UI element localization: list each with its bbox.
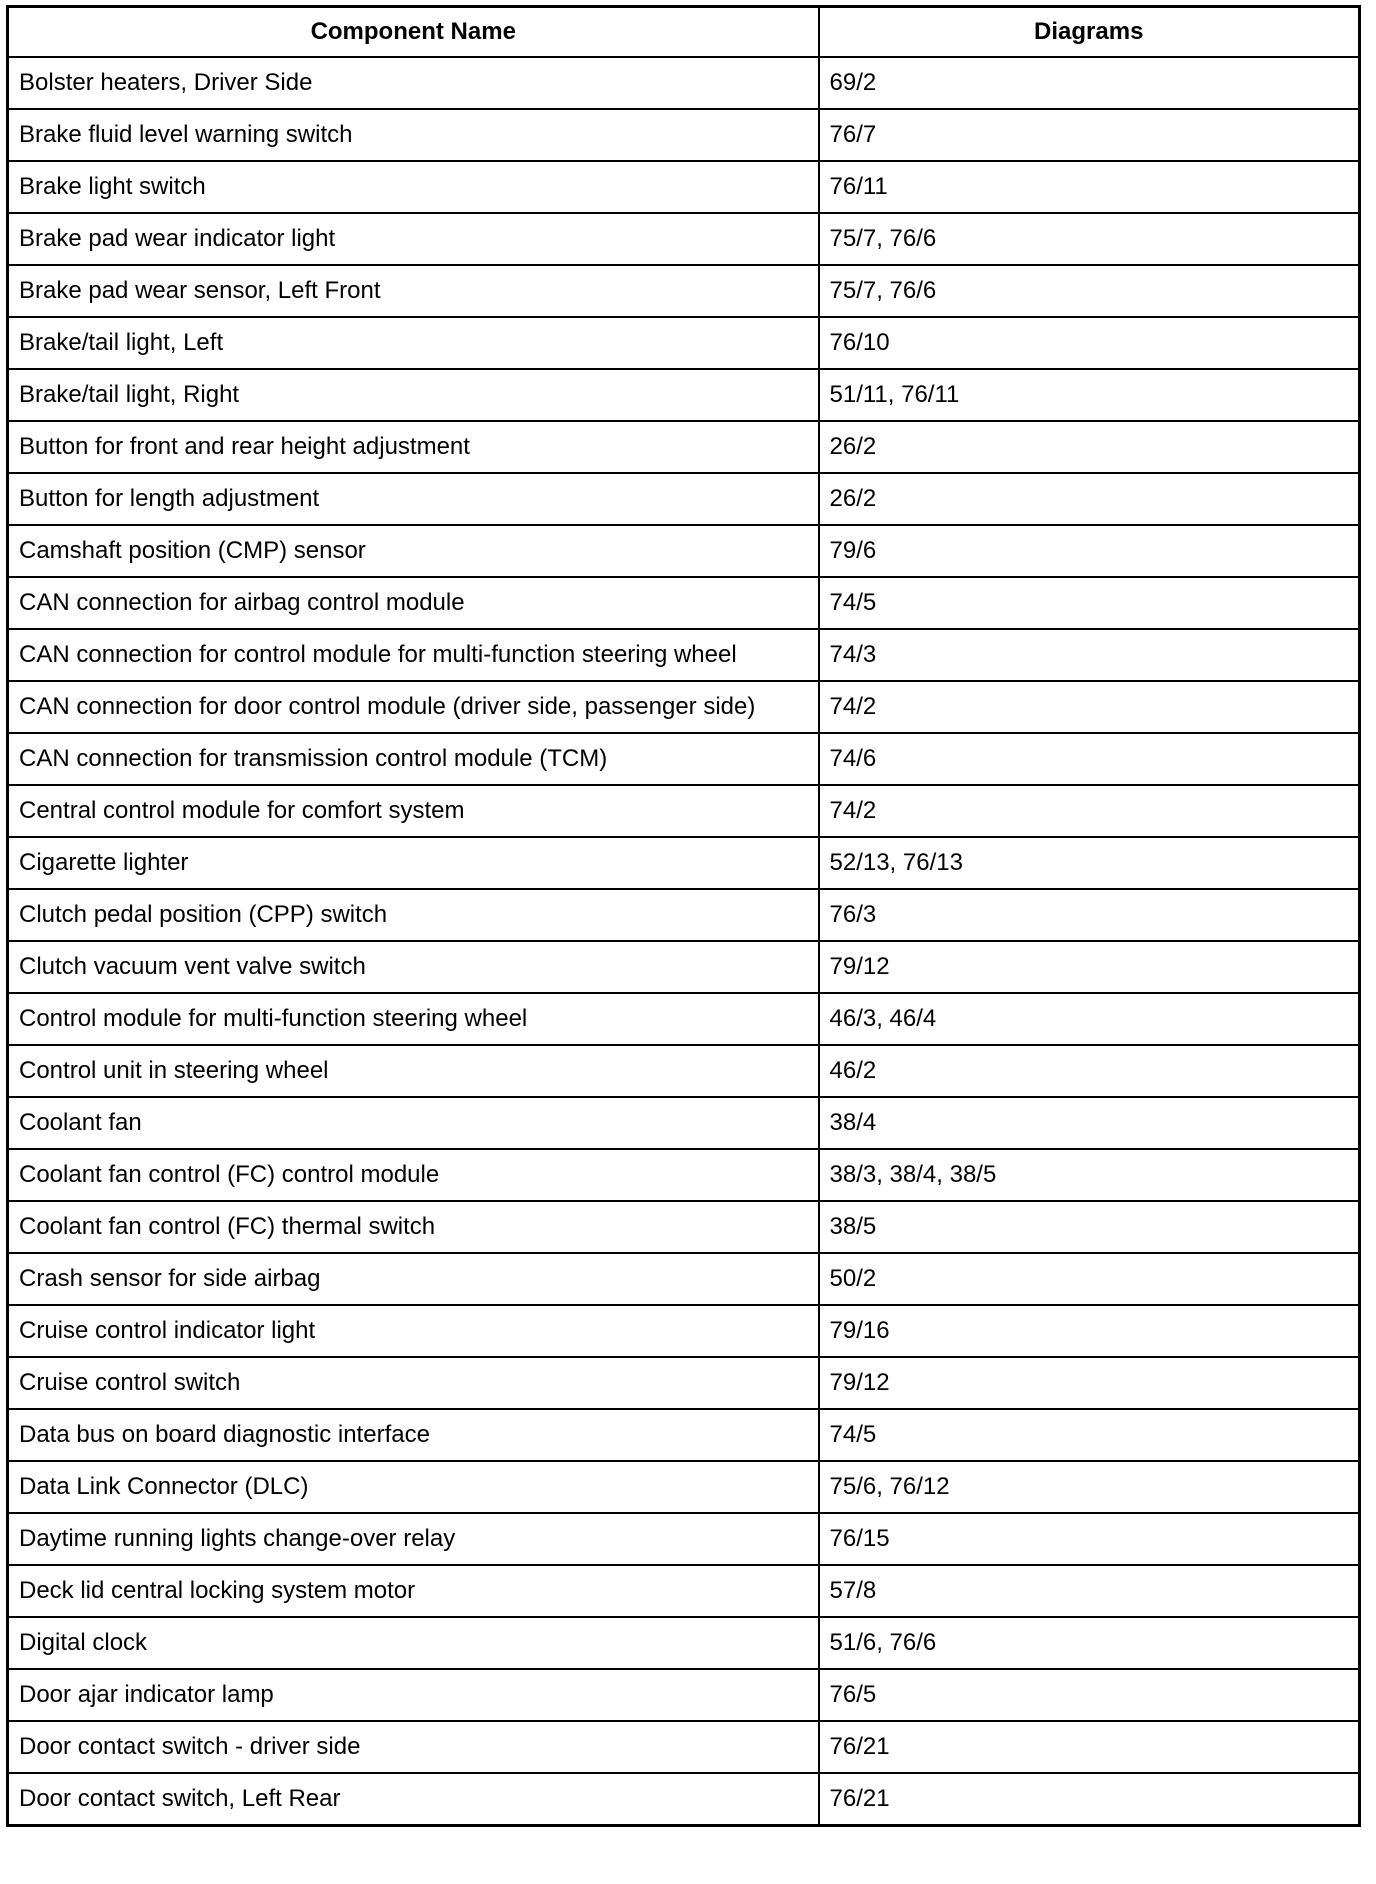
component-name-cell: Control module for multi-function steering wheel bbox=[8, 993, 819, 1045]
component-name-cell: Brake pad wear indicator light bbox=[8, 213, 819, 265]
diagrams-cell: 51/6, 76/6 bbox=[819, 1617, 1360, 1669]
component-name-cell: Brake fluid level warning switch bbox=[8, 109, 819, 161]
table-row bbox=[8, 161, 1360, 213]
component-name-cell: Data Link Connector (DLC) bbox=[8, 1461, 819, 1513]
diagrams-cell: 75/7, 76/6 bbox=[819, 265, 1360, 317]
component-name-cell: Deck lid central locking system motor bbox=[8, 1565, 819, 1617]
table-row bbox=[8, 1201, 1360, 1253]
diagrams-cell: 69/2 bbox=[819, 57, 1360, 109]
diagrams-cell: 57/8 bbox=[819, 1565, 1360, 1617]
diagrams-cell: 74/3 bbox=[819, 629, 1360, 681]
diagrams-cell: 74/2 bbox=[819, 681, 1360, 733]
component-name-cell: Bolster heaters, Driver Side bbox=[8, 57, 819, 109]
component-name-cell: Daytime running lights change-over relay bbox=[8, 1513, 819, 1565]
component-name-cell: Data bus on board diagnostic interface bbox=[8, 1409, 819, 1461]
table-row bbox=[8, 577, 1360, 629]
table-row bbox=[8, 941, 1360, 993]
component-name-cell: Cruise control indicator light bbox=[8, 1305, 819, 1357]
diagrams-cell: 76/15 bbox=[819, 1513, 1360, 1565]
component-name-cell: Coolant fan control (FC) control module bbox=[8, 1149, 819, 1201]
diagrams-cell: 74/2 bbox=[819, 785, 1360, 837]
table-row bbox=[8, 1045, 1360, 1097]
component-name-cell: Button for front and rear height adjustment bbox=[8, 421, 819, 473]
component-name-cell: Brake pad wear sensor, Left Front bbox=[8, 265, 819, 317]
diagrams-cell: 26/2 bbox=[819, 473, 1360, 525]
table-row bbox=[8, 889, 1360, 941]
component-name-cell: Crash sensor for side airbag bbox=[8, 1253, 819, 1305]
diagrams-cell: 76/3 bbox=[819, 889, 1360, 941]
component-name-cell: Door ajar indicator lamp bbox=[8, 1669, 819, 1721]
table-row bbox=[8, 317, 1360, 369]
diagrams-cell: 75/6, 76/12 bbox=[819, 1461, 1360, 1513]
table-row bbox=[8, 57, 1360, 109]
diagrams-cell: 38/4 bbox=[819, 1097, 1360, 1149]
component-name-cell: Door contact switch - driver side bbox=[8, 1721, 819, 1773]
component-name-cell: CAN connection for transmission control module (TCM) bbox=[8, 733, 819, 785]
component-name-cell: Control unit in steering wheel bbox=[8, 1045, 819, 1097]
diagrams-cell: 76/21 bbox=[819, 1773, 1360, 1826]
header-component-name: Component Name bbox=[8, 7, 819, 58]
table-row bbox=[8, 1669, 1360, 1721]
header-row bbox=[8, 7, 1360, 58]
diagrams-cell: 76/5 bbox=[819, 1669, 1360, 1721]
table-row bbox=[8, 1305, 1360, 1357]
component-name-cell: Brake/tail light, Right bbox=[8, 369, 819, 421]
table-row bbox=[8, 1409, 1360, 1461]
component-name-cell: CAN connection for door control module (driver side, passenger side) bbox=[8, 681, 819, 733]
diagrams-cell: 76/21 bbox=[819, 1721, 1360, 1773]
header-diagrams: Diagrams bbox=[819, 7, 1360, 58]
table-row bbox=[8, 629, 1360, 681]
table-row bbox=[8, 213, 1360, 265]
table-row bbox=[8, 785, 1360, 837]
component-name-cell: Camshaft position (CMP) sensor bbox=[8, 525, 819, 577]
diagrams-cell: 79/6 bbox=[819, 525, 1360, 577]
diagrams-cell: 26/2 bbox=[819, 421, 1360, 473]
table-row bbox=[8, 1565, 1360, 1617]
diagrams-cell: 79/12 bbox=[819, 941, 1360, 993]
diagrams-cell: 76/10 bbox=[819, 317, 1360, 369]
table-row bbox=[8, 1097, 1360, 1149]
component-name-cell: CAN connection for control module for multi-function steering wheel bbox=[8, 629, 819, 681]
diagrams-cell: 38/3, 38/4, 38/5 bbox=[819, 1149, 1360, 1201]
table-row bbox=[8, 1773, 1360, 1826]
table-row bbox=[8, 993, 1360, 1045]
component-name-cell: Brake light switch bbox=[8, 161, 819, 213]
table-row bbox=[8, 1513, 1360, 1565]
table-row bbox=[8, 1357, 1360, 1409]
diagrams-cell: 46/2 bbox=[819, 1045, 1360, 1097]
table-row bbox=[8, 1149, 1360, 1201]
table-row bbox=[8, 837, 1360, 889]
component-name-cell: Cruise control switch bbox=[8, 1357, 819, 1409]
diagrams-cell: 76/7 bbox=[819, 109, 1360, 161]
table-row bbox=[8, 1253, 1360, 1305]
diagrams-cell: 74/5 bbox=[819, 577, 1360, 629]
component-name-cell: Button for length adjustment bbox=[8, 473, 819, 525]
component-name-cell: CAN connection for airbag control module bbox=[8, 577, 819, 629]
table-row bbox=[8, 109, 1360, 161]
diagrams-cell: 52/13, 76/13 bbox=[819, 837, 1360, 889]
component-name-cell: Clutch pedal position (CPP) switch bbox=[8, 889, 819, 941]
diagrams-cell: 79/16 bbox=[819, 1305, 1360, 1357]
component-name-cell: Central control module for comfort system bbox=[8, 785, 819, 837]
component-index-table bbox=[6, 5, 1361, 1827]
diagrams-cell: 38/5 bbox=[819, 1201, 1360, 1253]
component-name-cell: Coolant fan bbox=[8, 1097, 819, 1149]
table-row bbox=[8, 1617, 1360, 1669]
diagrams-cell: 50/2 bbox=[819, 1253, 1360, 1305]
table-row bbox=[8, 525, 1360, 577]
diagrams-cell: 75/7, 76/6 bbox=[819, 213, 1360, 265]
diagrams-cell: 76/11 bbox=[819, 161, 1360, 213]
table-row bbox=[8, 733, 1360, 785]
table-row bbox=[8, 421, 1360, 473]
diagrams-cell: 51/11, 76/11 bbox=[819, 369, 1360, 421]
component-name-cell: Clutch vacuum vent valve switch bbox=[8, 941, 819, 993]
table-row bbox=[8, 265, 1360, 317]
component-name-cell: Coolant fan control (FC) thermal switch bbox=[8, 1201, 819, 1253]
diagrams-cell: 74/5 bbox=[819, 1409, 1360, 1461]
component-name-cell: Cigarette lighter bbox=[8, 837, 819, 889]
component-name-cell: Brake/tail light, Left bbox=[8, 317, 819, 369]
table-row bbox=[8, 1721, 1360, 1773]
component-name-cell: Door contact switch, Left Rear bbox=[8, 1773, 819, 1826]
table-body bbox=[8, 57, 1360, 1826]
diagrams-cell: 46/3, 46/4 bbox=[819, 993, 1360, 1045]
diagrams-cell: 74/6 bbox=[819, 733, 1360, 785]
table-row bbox=[8, 473, 1360, 525]
diagrams-cell: 79/12 bbox=[819, 1357, 1360, 1409]
table-row bbox=[8, 369, 1360, 421]
table-row bbox=[8, 681, 1360, 733]
table-row bbox=[8, 1461, 1360, 1513]
component-name-cell: Digital clock bbox=[8, 1617, 819, 1669]
